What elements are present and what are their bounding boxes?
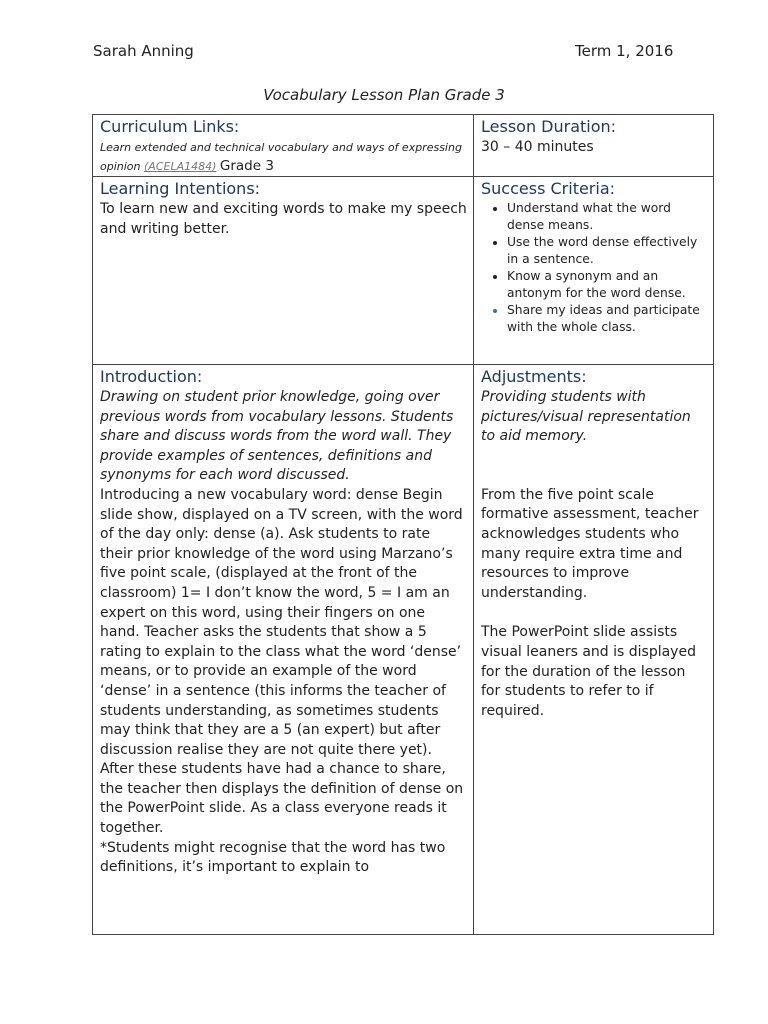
- curriculum-cell: [93, 115, 474, 177]
- adjustments-para-2: From the five point scale formative assessment, teacher acknowledges students who many require extra time and resources to improve understanding.: [481, 486, 699, 601]
- header-author: Sarah Anning: [93, 42, 194, 60]
- list-item: • Know a synonym and an antonym for the word dense.: [507, 268, 707, 301]
- duration-cell: [474, 115, 714, 177]
- introduction-para-2: Introducing a new vocabulary word: dense Begin slide show, displayed on a TV screen, with the word of the day only: dense (a). Ask students to rate their prior knowledge of the word using Marzano’s five point scale, (displayed at the front of the classroom) 1= I don’t know the word, 5 = I am an expert on this word, using their fingers on one hand. Teacher asks the students that show a 5 rating to explain to the class what the word ‘dense’ means, or to provide an example of the word ‘dense’ in a sentence (this informs the teacher of students understanding, as sometimes students may think that they are a 5 (an expert) but after discussion realise they are not quite there yet). After these students have had a chance to share, the teacher then displays the definition of dense on the PowerPoint slide. As a class everyone reads it together.: [100, 486, 464, 837]
- duration-heading: Lesson Duration:: [481, 117, 617, 136]
- adjustments-para-1: Providing students with pictures/visual representation to aid memory.: [481, 389, 691, 445]
- table-row: [93, 177, 714, 365]
- duration-text: 30 – 40 minutes: [481, 139, 594, 155]
- acela-code-link[interactable]: (ACELA1484): [144, 160, 217, 173]
- introduction-heading: Introduction:: [100, 367, 203, 386]
- intentions-heading: Learning Intentions:: [100, 179, 261, 198]
- adjustments-heading: Adjustments:: [481, 367, 587, 386]
- spacer: [481, 603, 707, 623]
- curriculum-grade: Grade 3: [219, 158, 274, 174]
- adjustments-cell: [474, 365, 714, 935]
- introduction-cell: [93, 365, 474, 935]
- table-row: [93, 115, 714, 177]
- lesson-plan-table: [92, 114, 714, 935]
- success-cell: [474, 177, 714, 365]
- list-item: • Use the word dense effectively in a sentence.: [507, 234, 707, 267]
- intentions-cell: [93, 177, 474, 365]
- introduction-para-3: *Students might recognise that the word has two definitions, it’s important to explain to: [100, 839, 446, 876]
- curriculum-description: Learn extended and technical vocabulary and ways of expressing opinion: [100, 141, 462, 173]
- document-title: Vocabulary Lesson Plan Grade 3: [263, 86, 505, 104]
- adjustments-para-3: The PowerPoint slide assists visual leaners and is displayed for the duration of the lesson for students to refer to if required.: [481, 624, 696, 719]
- introduction-para-1: Drawing on student prior knowledge, going over previous words from vocabulary lessons. Students share and discuss words from the word wall. They provide examples of sentences, definitions and synonyms for each word discussed.: [100, 389, 454, 484]
- intentions-text: To learn new and exciting words to make my speech and writing better.: [100, 201, 467, 237]
- spacer: [481, 447, 707, 486]
- header-term: Term 1, 2016: [575, 42, 674, 60]
- table-row: [93, 365, 714, 935]
- curriculum-heading: Curriculum Links:: [100, 117, 240, 136]
- success-heading: Success Criteria:: [481, 179, 616, 198]
- curriculum-text: [100, 138, 467, 176]
- list-item: • Understand what the word dense means.: [507, 200, 707, 233]
- success-criteria-list: [481, 200, 707, 335]
- list-item: • Share my ideas and participate with the whole class.: [507, 302, 707, 335]
